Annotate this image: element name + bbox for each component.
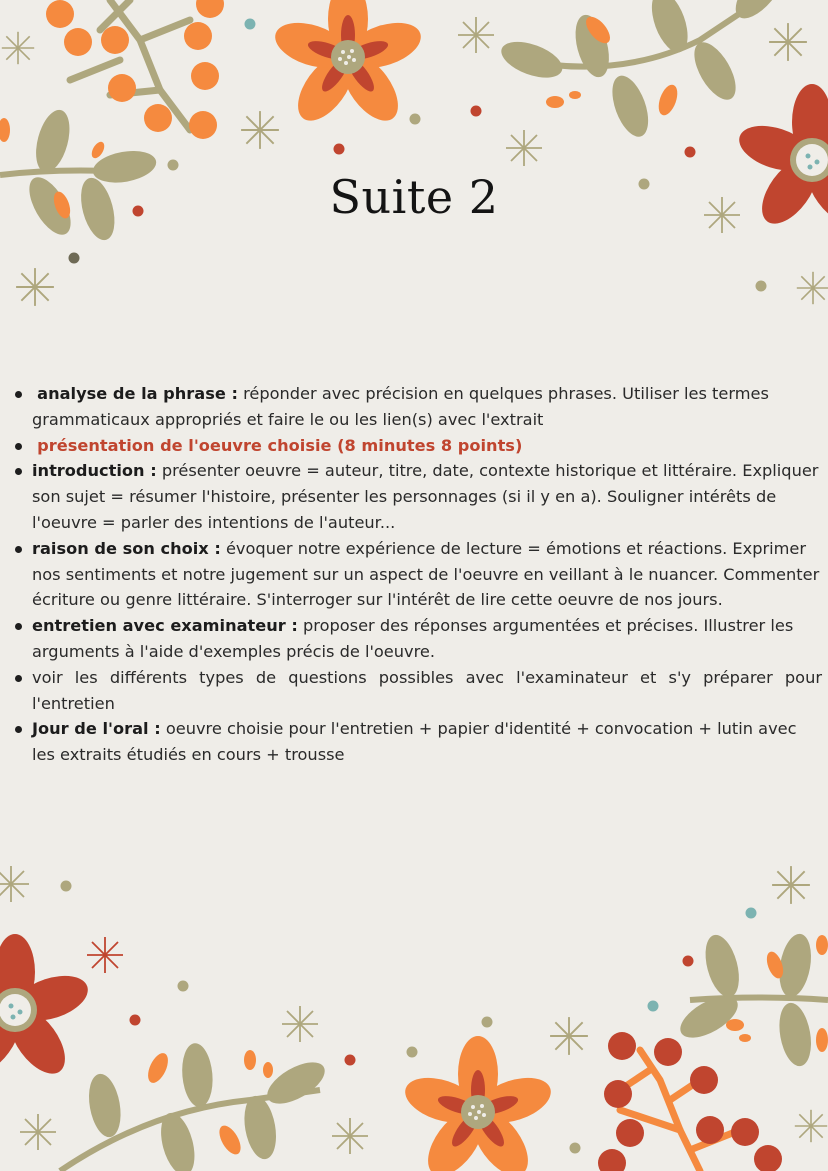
dot-icons [69,19,767,292]
berry-branch-icon [70,0,190,130]
list-item-jour-oral [10,716,822,768]
list-item-questions [10,665,822,717]
dot-icons [61,881,757,1154]
item-text: présenter oeuvre = auteur, titre, date, contexte historique et littéraire. Expliquer son sujet = résumer l'histoire, présenter les personnages (si il y en a). Souligner intérêts de l'oeuvre = parler des intentions de l'auteur... [32,461,819,532]
section-heading: présentation de l'oeuvre choisie (8 minutes 8 points) [37,435,523,455]
red-flower-icon [0,934,93,1083]
berries-icon [46,0,224,139]
item-text: évoquer notre expérience de lecture = émotions et réactions. Exprimer nos sentiments et notre jugement sur un aspect de l'oeuvre en veillant à le nuancer. Commenter écriture ou genre littéraire. S'interroger sur l'intérêt de lire cette oeuvre de nos jours. [32,538,820,610]
page-title: Suite 2 [329,170,499,224]
item-text: voir les différents types de questions possibles avec l'examinateur et s'y préparer pour l'entretien [32,667,822,713]
orange-flower-icon [400,1036,557,1171]
list-item-analyse [10,381,822,433]
red-star-icon [87,937,123,973]
item-label: analyse de la phrase : [37,384,238,403]
item-text: oeuvre choisie pour l'entretien + papier d'identité + convocation + lutin avec les extraits étudiés en cours + trousse [32,719,797,765]
list-item-introduction [10,458,822,535]
list-item-choix [10,536,822,613]
list-item-entretien [10,613,822,665]
item-label: introduction : [32,461,157,481]
list-item-presentation [10,433,822,459]
berry-branch-icon [620,1050,740,1171]
orange-flower-icon [270,0,427,130]
item-text: réponder avec précision en quelques phrases. Utiliser les termes grammaticaux appropriés et faire le ou les lien(s) avec l'extrait [32,384,769,429]
item-text: proposer des réponses argumentées et précises. Illustrer les arguments à l'aide d'exemples précis de l'oeuvre. [32,616,794,661]
item-label: entretien avec examinateur : [32,616,298,636]
item-label: raison de son choix : [32,538,221,558]
leaf-sprig-icon [674,931,828,1068]
leaf-branch-icon [497,0,792,141]
leaf-branch-icon [60,1042,331,1171]
revision-list [10,381,822,768]
item-label: Jour de l'oral : [32,719,161,739]
